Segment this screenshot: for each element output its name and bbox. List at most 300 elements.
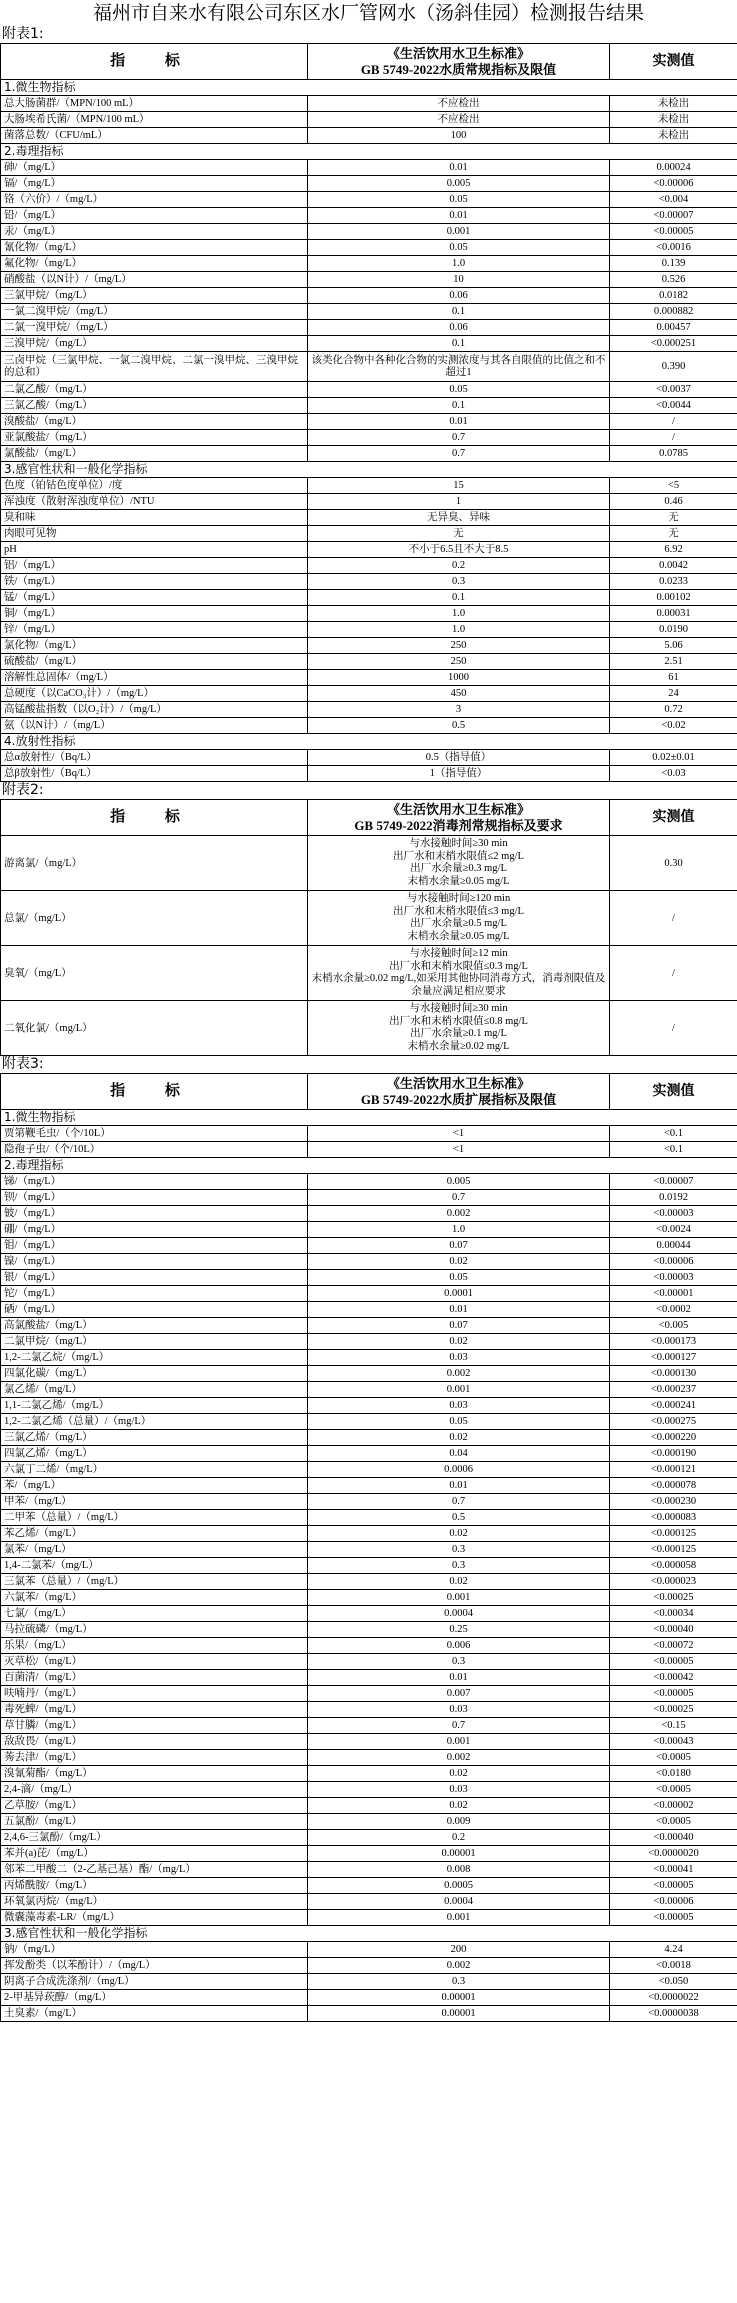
table-row (1, 526, 737, 542)
indicator-name: 游离氯/（mg/L） (1, 836, 308, 891)
measured-value: 2.51 (610, 654, 737, 670)
table-row (1, 1126, 737, 1142)
limit-value: 0.2 (308, 1830, 610, 1846)
measured-value: <0.0018 (610, 1958, 737, 1974)
table-row (1, 891, 737, 946)
table-row (1, 1558, 737, 1574)
table-row (1, 1318, 737, 1334)
table-row (1, 1958, 737, 1974)
limit-value: 0.01 (308, 1302, 610, 1318)
table-row (1, 1606, 737, 1622)
limit-value: 不应检出 (308, 112, 610, 128)
measured-value: <0.0000022 (610, 1990, 737, 2006)
limit-value: 0.00001 (308, 1846, 610, 1862)
indicator-name: 甲苯/（mg/L） (1, 1494, 308, 1510)
measured-value: 0.000882 (610, 304, 737, 320)
table-row (1, 2006, 737, 2022)
table-label: 附表1: (2, 26, 44, 42)
indicator-name: 贾第鞭毛虫/（个/10L） (1, 1126, 308, 1142)
measured-value: 0.0233 (610, 574, 737, 590)
indicator-name: 硫酸盐/（mg/L） (1, 654, 308, 670)
table-row (1, 606, 737, 622)
limit-value: 0.7 (308, 1190, 610, 1206)
limit-value: 0.05 (308, 1270, 610, 1286)
table-row (1, 1414, 737, 1430)
measured-value: <0.00005 (610, 1686, 737, 1702)
section-row (1, 144, 737, 160)
table-header-row (1, 44, 737, 80)
indicator-name: 铝/（mg/L） (1, 558, 308, 574)
table-row (1, 1462, 737, 1478)
table-row (1, 1910, 737, 1926)
table-row (1, 836, 737, 891)
section-title: 3.感官性状和一般化学指标 (1, 1926, 737, 1942)
table-row (1, 510, 737, 526)
limit-value: 0.05 (308, 240, 610, 256)
header-standard: 《生活饮用水卫生标准》 GB 5749-2022水质扩展指标及限值 (308, 1074, 610, 1110)
indicator-name: 总β放射性/（Bq/L） (1, 766, 308, 782)
measured-value: <0.15 (610, 1718, 737, 1734)
table-row (1, 1942, 737, 1958)
limit-value: 0.01 (308, 208, 610, 224)
measured-value: 未检出 (610, 96, 737, 112)
limit-value: 0.0006 (308, 1462, 610, 1478)
table-row (1, 1238, 737, 1254)
table-row (1, 112, 737, 128)
table-row (1, 1302, 737, 1318)
table-row (1, 1222, 737, 1238)
limit-value: 0.02 (308, 1574, 610, 1590)
table-row (1, 1494, 737, 1510)
measured-value: 无 (610, 526, 737, 542)
indicator-name: 溶解性总固体/（mg/L） (1, 670, 308, 686)
limit-value: 0.3 (308, 1542, 610, 1558)
measured-value: <0.0044 (610, 398, 737, 414)
table-row (1, 414, 737, 430)
limit-value: 0.3 (308, 1654, 610, 1670)
limit-value: 0.1 (308, 336, 610, 352)
measured-value: <0.005 (610, 1318, 737, 1334)
requirement-line: 与水接触时间≥12 min (409, 948, 508, 959)
indicator-name: 臭氧/（mg/L） (1, 946, 308, 1001)
indicator-name: 溴氰菊酯/（mg/L） (1, 1766, 308, 1782)
indicator-name: 土臭素/（mg/L） (1, 2006, 308, 2022)
indicator-name: 臭和味 (1, 510, 308, 526)
indicator-name: 三溴甲烷/（mg/L） (1, 336, 308, 352)
measured-value: <0.00003 (610, 1206, 737, 1222)
indicator-name: 铜/（mg/L） (1, 606, 308, 622)
limit-value: 0.001 (308, 224, 610, 240)
measured-value: 未检出 (610, 128, 737, 144)
table-row (1, 1574, 737, 1590)
indicator-name: 2-甲基异莰醇/（mg/L） (1, 1990, 308, 2006)
table-row (1, 558, 737, 574)
table-row (1, 638, 737, 654)
indicator-name: 环氧氯丙烷/（mg/L） (1, 1894, 308, 1910)
measured-value: <0.00005 (610, 1910, 737, 1926)
requirement-line: 出厂水余量≥0.5 mg/L (410, 918, 507, 929)
table-row (1, 1750, 737, 1766)
limit-value: 1.0 (308, 256, 610, 272)
limit-value: 250 (308, 638, 610, 654)
table-row (1, 1286, 737, 1302)
requirement-line: 与水接触时间≥30 min (409, 1003, 508, 1014)
measured-value: <0.00003 (610, 1270, 737, 1286)
table-row (1, 382, 737, 398)
table-row (1, 272, 737, 288)
limit-value: 无异臭、异味 (308, 510, 610, 526)
limit-value: 0.008 (308, 1862, 610, 1878)
limit-value: 0.02 (308, 1766, 610, 1782)
table-row (1, 1990, 737, 2006)
limit-value: 不小于6.5且不大于8.5 (308, 542, 610, 558)
header-result: 实测值 (610, 44, 737, 80)
limit-value: 1.0 (308, 622, 610, 638)
measured-value: <0.00006 (610, 1254, 737, 1270)
table-row (1, 1542, 737, 1558)
indicator-name: 高氯酸盐/（mg/L） (1, 1318, 308, 1334)
measured-value: 5.06 (610, 638, 737, 654)
measured-value: 0.00102 (610, 590, 737, 606)
indicator-name: 菌落总数/（CFU/mL） (1, 128, 308, 144)
limit-value: 1 (308, 494, 610, 510)
limit-value: 0.005 (308, 1174, 610, 1190)
table-row (1, 1702, 737, 1718)
table-row (1, 478, 737, 494)
table-row (1, 946, 737, 1001)
indicator-name: 二甲苯（总量）/（mg/L） (1, 1510, 308, 1526)
indicator-name: 毒死蜱/（mg/L） (1, 1702, 308, 1718)
indicator-name: 马拉硫磷/（mg/L） (1, 1622, 308, 1638)
table-row (1, 1366, 737, 1382)
measured-value: <0.000237 (610, 1382, 737, 1398)
measured-value: <0.000251 (610, 336, 737, 352)
measured-value: <0.00002 (610, 1798, 737, 1814)
measured-value: <0.000173 (610, 1334, 737, 1350)
measured-value: / (610, 430, 737, 446)
measured-value: 无 (610, 510, 737, 526)
measured-value: / (610, 946, 737, 1001)
limit-value: 0.001 (308, 1734, 610, 1750)
limit-value: 0.1 (308, 590, 610, 606)
indicator-name: 三氯甲烷/（mg/L） (1, 288, 308, 304)
section-row (1, 1158, 737, 1174)
measured-value: <0.00041 (610, 1862, 737, 1878)
requirement-cell (308, 891, 610, 946)
header-result: 实测值 (610, 800, 737, 836)
table-row (1, 1798, 737, 1814)
table-row (1, 590, 737, 606)
table-header-row (1, 800, 737, 836)
table-row (1, 256, 737, 272)
indicator-name: 三氯苯（总量）/（mg/L） (1, 1574, 308, 1590)
requirement-line: 出厂水余量≥0.1 mg/L (410, 1028, 507, 1039)
table-row (1, 1334, 737, 1350)
indicator-table (0, 1073, 737, 2022)
limit-value: 0.5 (308, 718, 610, 734)
measured-value: <0.00005 (610, 1878, 737, 1894)
limit-value: 3 (308, 702, 610, 718)
indicator-name: 氨（以N计）/（mg/L） (1, 718, 308, 734)
indicator-table (0, 799, 737, 1056)
table-row (1, 1001, 737, 1056)
measured-value: <0.0180 (610, 1766, 737, 1782)
requirement-line: 出厂水和末梢水限值≤2 mg/L (393, 850, 524, 862)
measured-value: 0.00024 (610, 160, 737, 176)
indicator-name: 汞/（mg/L） (1, 224, 308, 240)
table-row (1, 1766, 737, 1782)
measured-value: 0.00457 (610, 320, 737, 336)
indicator-name: 氰化物/（mg/L） (1, 240, 308, 256)
limit-value: 0.02 (308, 1526, 610, 1542)
table-row (1, 1510, 737, 1526)
measured-value: <0.000220 (610, 1430, 737, 1446)
table-row (1, 1638, 737, 1654)
table-row (1, 398, 737, 414)
requirement-line: 与水接触时间≥120 min (406, 893, 511, 904)
table-row (1, 176, 737, 192)
limit-value: 0.7 (308, 446, 610, 462)
indicator-name: 总硬度（以CaCO₃计）/（mg/L） (1, 686, 308, 702)
requirement-line: 出厂水和末梢水限值≤0.3 mg/L (389, 960, 528, 972)
table-row (1, 1718, 737, 1734)
limit-value: 0.7 (308, 1494, 610, 1510)
table-row (1, 208, 737, 224)
indicator-name: 苯并(a)芘/（mg/L） (1, 1846, 308, 1862)
limit-value: 0.002 (308, 1206, 610, 1222)
limit-value: 100 (308, 128, 610, 144)
limit-value: 0.25 (308, 1622, 610, 1638)
measured-value: <0.0024 (610, 1222, 737, 1238)
measured-value: <0.00007 (610, 208, 737, 224)
limit-value: 0.002 (308, 1366, 610, 1382)
limit-value: 0.7 (308, 430, 610, 446)
indicator-name: 1,1-二氯乙烯/（mg/L） (1, 1398, 308, 1414)
section-row (1, 462, 737, 478)
table-row (1, 128, 737, 144)
limit-value: 0.002 (308, 1750, 610, 1766)
indicator-name: 锌/（mg/L） (1, 622, 308, 638)
indicator-name: 总α放射性/（Bq/L） (1, 750, 308, 766)
limit-value: 0.2 (308, 558, 610, 574)
indicator-name: 溴酸盐/（mg/L） (1, 414, 308, 430)
indicator-name: 一氯二溴甲烷/（mg/L） (1, 304, 308, 320)
requirement-line: 出厂水和末梢水限值≤3 mg/L (393, 905, 524, 917)
measured-value: 0.72 (610, 702, 737, 718)
indicator-name: 色度（铂钴色度单位）/度 (1, 478, 308, 494)
requirement-line: 出厂水余量≥0.3 mg/L (410, 863, 507, 874)
indicator-name: 氯苯/（mg/L） (1, 1542, 308, 1558)
section-title: 1.微生物指标 (1, 80, 737, 96)
measured-value: <0.00042 (610, 1670, 737, 1686)
limit-value: 0.02 (308, 1334, 610, 1350)
measured-value: 0.46 (610, 494, 737, 510)
limit-value: 0.3 (308, 574, 610, 590)
limit-value: 250 (308, 654, 610, 670)
indicator-name: 三氯乙烯/（mg/L） (1, 1430, 308, 1446)
table-row (1, 224, 737, 240)
measured-value: <0.050 (610, 1974, 737, 1990)
table-row (1, 718, 737, 734)
limit-value: 0.0004 (308, 1606, 610, 1622)
indicator-name: 隐孢子虫/（个/10L） (1, 1142, 308, 1158)
measured-value: / (610, 1001, 737, 1056)
indicator-name: 钠/（mg/L） (1, 1942, 308, 1958)
measured-value: <0.00040 (610, 1622, 737, 1638)
header-indicator: 指 标 (1, 800, 308, 836)
table-row (1, 1382, 737, 1398)
table-row (1, 542, 737, 558)
measured-value: <0.00025 (610, 1590, 737, 1606)
limit-value: 200 (308, 1942, 610, 1958)
table-row (1, 670, 737, 686)
table-row (1, 336, 737, 352)
requirement-line: 末梢水余量≥0.02 mg/L,如采用其他协同消毒方式，消毒剂限值及余量应满足相应要求 (311, 973, 606, 997)
limit-value: 0.06 (308, 288, 610, 304)
measured-value: 6.92 (610, 542, 737, 558)
measured-value: 0.0190 (610, 622, 737, 638)
indicator-name: 铅/（mg/L） (1, 208, 308, 224)
limit-value: 0.01 (308, 1478, 610, 1494)
table-row (1, 702, 737, 718)
limit-value: 1.0 (308, 606, 610, 622)
indicator-name: 1,2-二氯乙烷/（mg/L） (1, 1350, 308, 1366)
indicator-name: 硼/（mg/L） (1, 1222, 308, 1238)
indicator-table (0, 43, 737, 782)
limit-value: 1（指导值） (308, 766, 610, 782)
measured-value: 0.00031 (610, 606, 737, 622)
limit-value: 0.04 (308, 1446, 610, 1462)
limit-value: 0.02 (308, 1798, 610, 1814)
indicator-name: 微囊藻毒素-LR/（mg/L） (1, 1910, 308, 1926)
limit-value: 0.001 (308, 1382, 610, 1398)
limit-value: 0.02 (308, 1254, 610, 1270)
indicator-name: 六氯苯/（mg/L） (1, 1590, 308, 1606)
measured-value: <0.000130 (610, 1366, 737, 1382)
measured-value: <0.000275 (610, 1414, 737, 1430)
limit-value: 0.1 (308, 398, 610, 414)
limit-value: 0.03 (308, 1398, 610, 1414)
table-row (1, 1622, 737, 1638)
limit-value: 0.02 (308, 1430, 610, 1446)
table-row (1, 1590, 737, 1606)
limit-value: 0.05 (308, 192, 610, 208)
measured-value: / (610, 414, 737, 430)
measured-value: <0.0005 (610, 1782, 737, 1798)
indicator-name: 镍/（mg/L） (1, 1254, 308, 1270)
table-row (1, 240, 737, 256)
measured-value: <0.000230 (610, 1494, 737, 1510)
measured-value: 0.0785 (610, 446, 737, 462)
indicator-name: 硝酸盐（以N计）/（mg/L） (1, 272, 308, 288)
measured-value: / (610, 891, 737, 946)
table-row (1, 750, 737, 766)
limit-value: 0.009 (308, 1814, 610, 1830)
measured-value: <0.00005 (610, 224, 737, 240)
section-title: 3.感官性状和一般化学指标 (1, 462, 737, 478)
table-row (1, 1894, 737, 1910)
measured-value: <0.0016 (610, 240, 737, 256)
limit-value: 0.06 (308, 320, 610, 336)
indicator-name: 高锰酸盐指数（以O₂计）/（mg/L） (1, 702, 308, 718)
table-row (1, 1446, 737, 1462)
measured-value: <0.00007 (610, 1174, 737, 1190)
limit-value: 0.01 (308, 160, 610, 176)
indicator-name: 乙草胺/（mg/L） (1, 1798, 308, 1814)
limit-value: 0.0004 (308, 1894, 610, 1910)
measured-value: <0.004 (610, 192, 737, 208)
measured-value: 24 (610, 686, 737, 702)
indicator-name: 锰/（mg/L） (1, 590, 308, 606)
header-standard: 《生活饮用水卫生标准》 GB 5749-2022水质常规指标及限值 (308, 44, 610, 80)
table-header-row (1, 1074, 737, 1110)
measured-value: <0.0037 (610, 382, 737, 398)
indicator-name: 二氯乙酸/（mg/L） (1, 382, 308, 398)
indicator-name: 铍/（mg/L） (1, 1206, 308, 1222)
header-result: 实测值 (610, 1074, 737, 1110)
limit-value: 0.0005 (308, 1878, 610, 1894)
indicator-name: 大肠埃希氏菌/（MPN/100 mL） (1, 112, 308, 128)
indicator-name: 挥发酚类（以苯酚计）/（mg/L） (1, 1958, 308, 1974)
table-row (1, 1734, 737, 1750)
measured-value: 0.139 (610, 256, 737, 272)
requirement-line: 末梢水余量≥0.05 mg/L (407, 875, 510, 887)
limit-value: 0.05 (308, 1414, 610, 1430)
indicator-name: 2,4-滴/（mg/L） (1, 1782, 308, 1798)
indicator-name: 铊/（mg/L） (1, 1286, 308, 1302)
section-row (1, 1926, 737, 1942)
indicator-name: 钡/（mg/L） (1, 1190, 308, 1206)
limit-value: 0.5（指导值） (308, 750, 610, 766)
indicator-name: 硒/（mg/L） (1, 1302, 308, 1318)
table-row (1, 304, 737, 320)
measured-value: <0.1 (610, 1126, 737, 1142)
requirement-cell (308, 1001, 610, 1056)
indicator-name: 1,2-二氯乙烯（总量）/（mg/L） (1, 1414, 308, 1430)
measured-value: 0.30 (610, 836, 737, 891)
indicator-name: 莠去津/（mg/L） (1, 1750, 308, 1766)
limit-value: 0.007 (308, 1686, 610, 1702)
section-row (1, 734, 737, 750)
header-indicator: 指 标 (1, 44, 308, 80)
measured-value: <0.1 (610, 1142, 737, 1158)
measured-value: <0.00006 (610, 176, 737, 192)
indicator-name: 四氯乙烯/（mg/L） (1, 1446, 308, 1462)
table-label: 附表3: (2, 1056, 44, 1072)
measured-value: <0.00072 (610, 1638, 737, 1654)
report-title: 福州市自来水有限公司东区水厂管网水（汤斜佳园）检测报告结果 (92, 2, 644, 24)
indicator-name: 银/（mg/L） (1, 1270, 308, 1286)
section-row (1, 1110, 737, 1126)
indicator-name: 百菌清/（mg/L） (1, 1670, 308, 1686)
indicator-name: 五氯酚/（mg/L） (1, 1814, 308, 1830)
measured-value: <0.0000038 (610, 2006, 737, 2022)
limit-value: 0.03 (308, 1782, 610, 1798)
table-row (1, 1526, 737, 1542)
measured-value: 4.24 (610, 1942, 737, 1958)
measured-value: <0.00025 (610, 1702, 737, 1718)
indicator-name: 钼/（mg/L） (1, 1238, 308, 1254)
requirement-line: 末梢水余量≥0.02 mg/L (407, 1040, 510, 1052)
limit-value: 该类化合物中各种化合物的实测浓度与其各自限值的比值之和不超过1 (308, 352, 610, 382)
table-row (1, 1142, 737, 1158)
measured-value: 未检出 (610, 112, 737, 128)
limit-value: 无 (308, 526, 610, 542)
table-row (1, 1206, 737, 1222)
table-row (1, 1398, 737, 1414)
measured-value: <0.000023 (610, 1574, 737, 1590)
indicator-name: 1,4-二氯苯/（mg/L） (1, 1558, 308, 1574)
